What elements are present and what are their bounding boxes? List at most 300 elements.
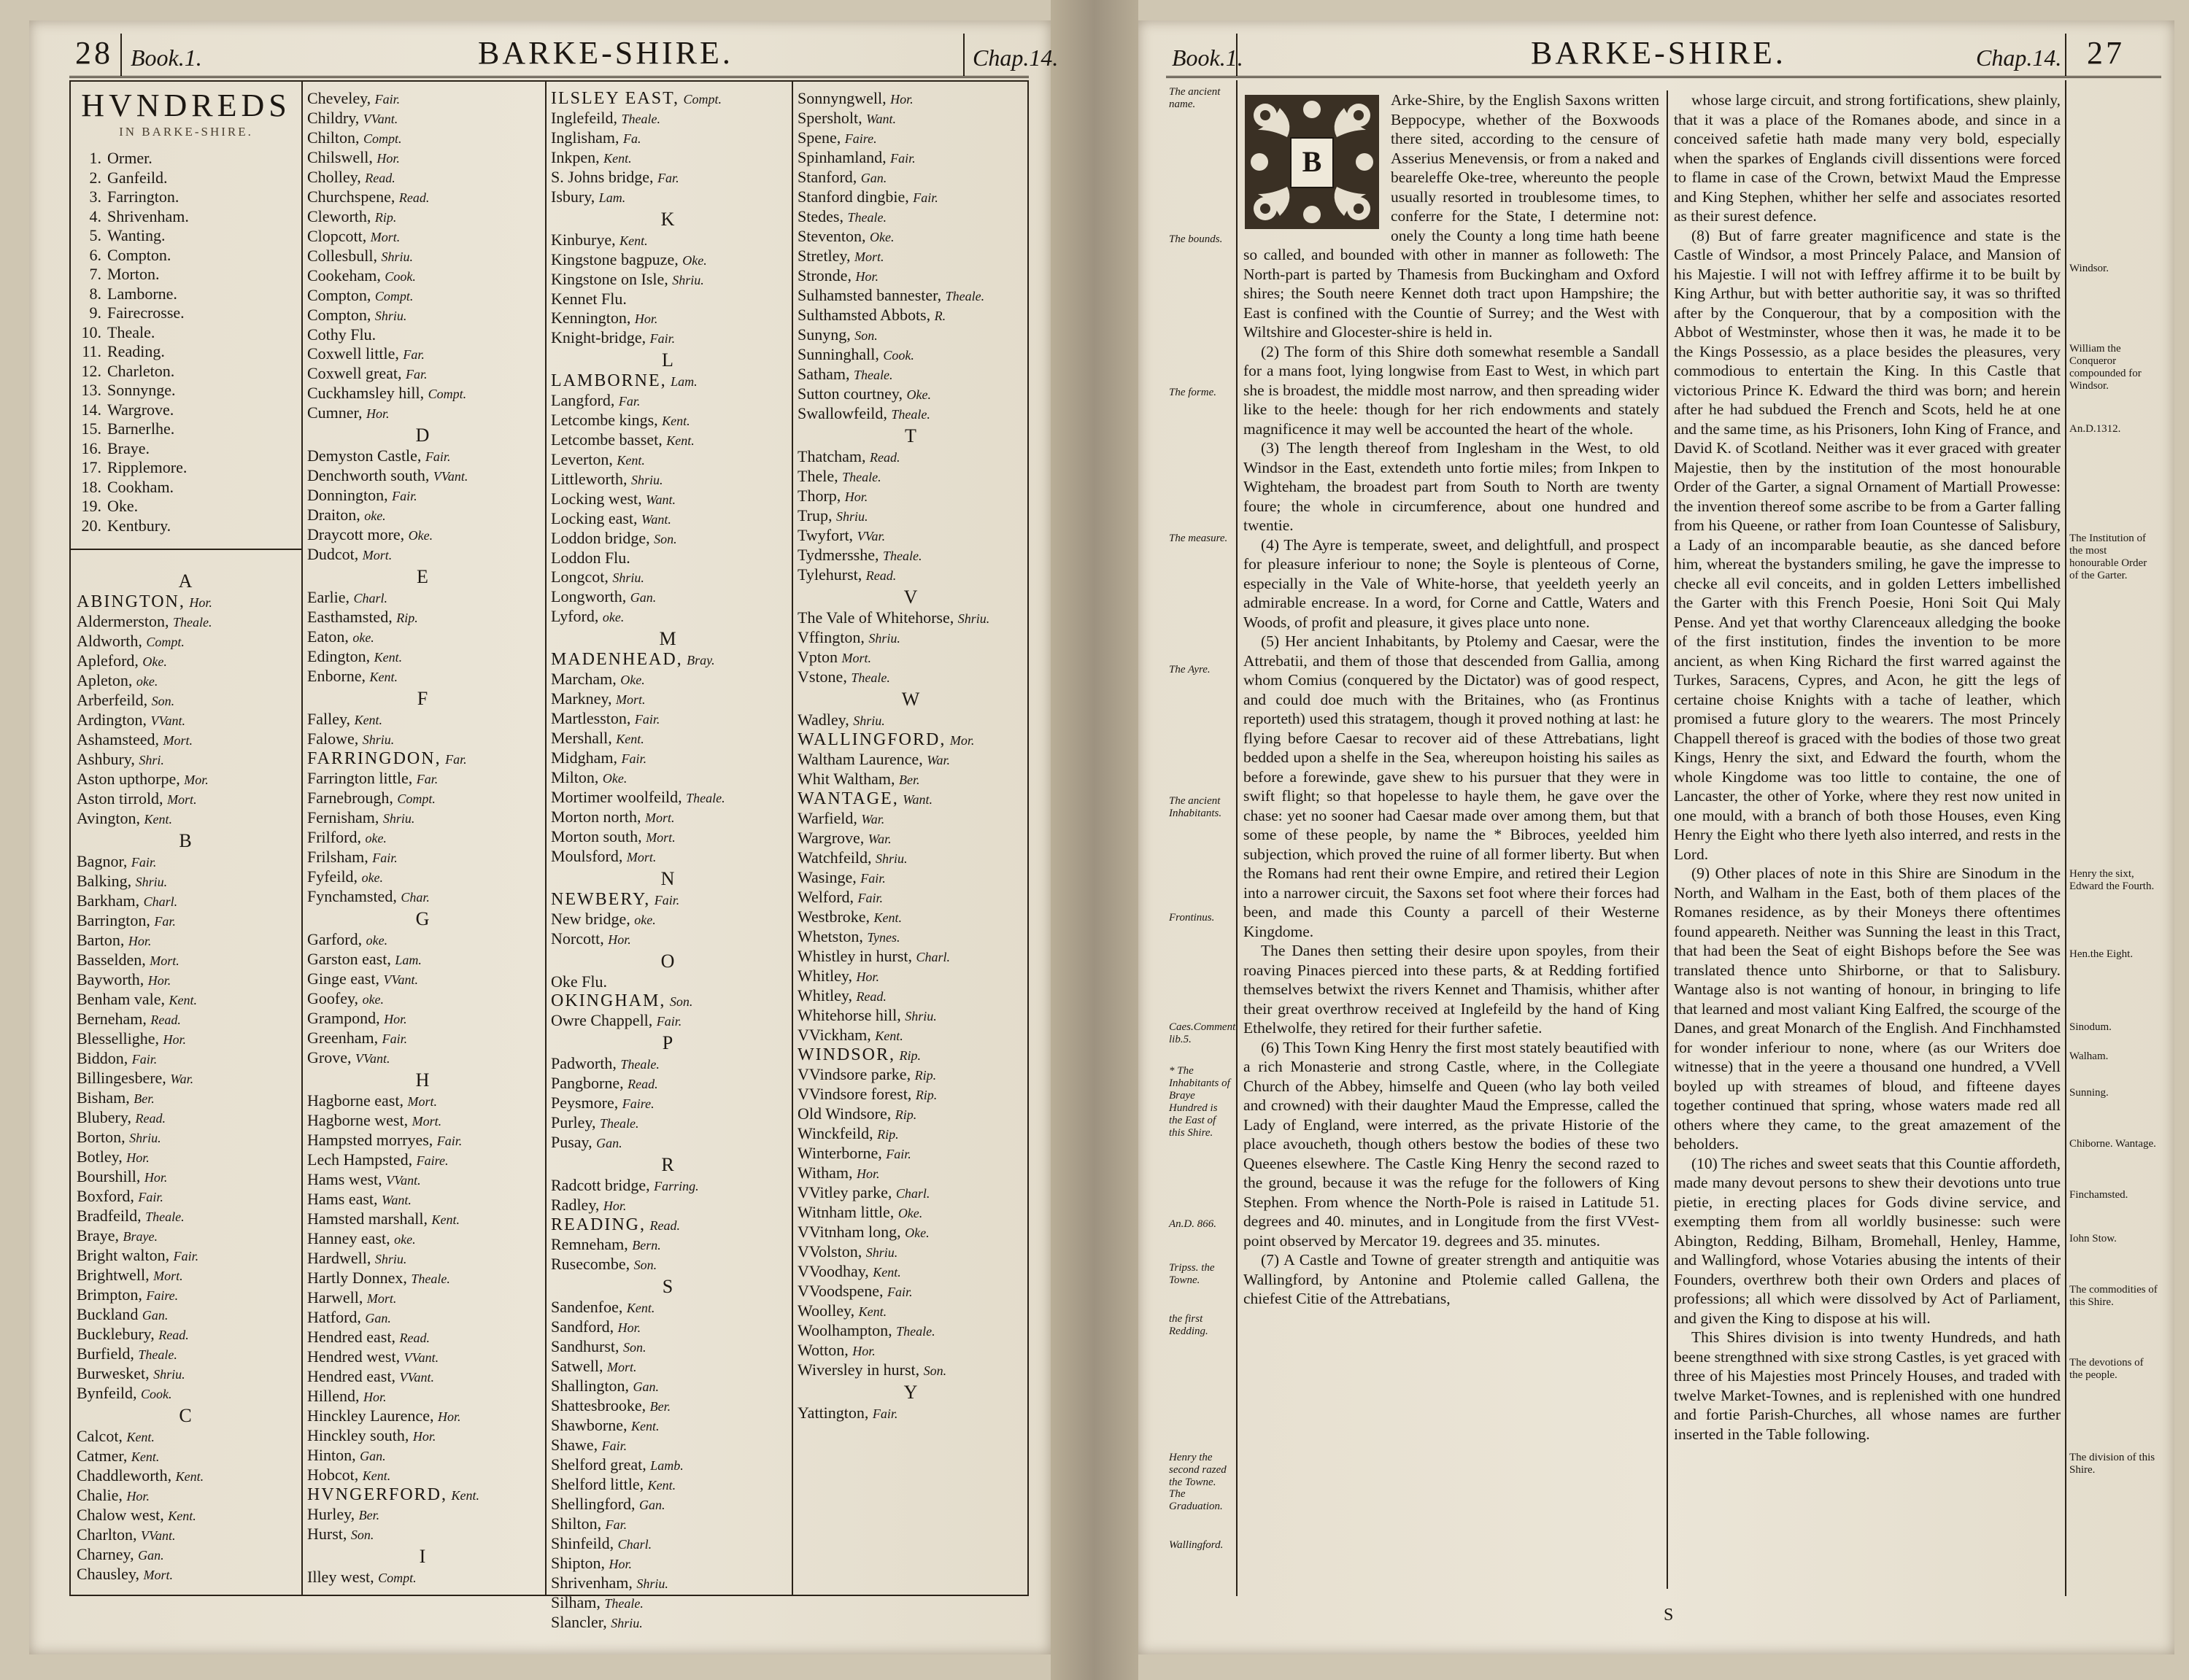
place-name: Shilton,	[551, 1514, 602, 1533]
hundred-abbreviation: Shriu.	[905, 1009, 937, 1023]
place-name: Purley,	[551, 1113, 596, 1131]
hundred-abbreviation: Far.	[416, 772, 439, 786]
place-name: VVindsore forest,	[798, 1085, 912, 1103]
index-entry	[551, 748, 786, 768]
place-name: Demyston Castle,	[307, 446, 422, 465]
place-name: Morton south,	[551, 827, 642, 845]
place-name: Sonnyngwell,	[798, 89, 887, 107]
index-letter-heading: B	[179, 830, 193, 851]
place-name: Woolhampton,	[798, 1321, 892, 1339]
hundred-item	[77, 284, 296, 304]
place-name: Kinburye,	[551, 231, 616, 249]
index-entry	[551, 650, 786, 670]
place-name: Shawborne,	[551, 1416, 628, 1434]
hundred-abbreviation: Theale.	[620, 1057, 660, 1072]
index-entry	[798, 1183, 1025, 1203]
index-entry	[77, 750, 296, 770]
hundred-abbreviation: Kent.	[451, 1488, 480, 1503]
index-entry	[551, 788, 786, 808]
margin-note: the first Redding.	[1169, 1313, 1208, 1337]
hundred-abbreviation: Mor.	[949, 733, 975, 748]
place-name: Hinckley Laurence,	[307, 1406, 434, 1425]
index-entry	[551, 1215, 786, 1235]
index-letter-heading: L	[662, 349, 675, 371]
hundred-abbreviation: Theale.	[891, 407, 930, 422]
place-name: Witnham little,	[798, 1203, 895, 1221]
hundred-item	[77, 381, 296, 400]
hundred-abbreviation: Kent.	[144, 812, 172, 827]
index-entry	[551, 890, 786, 910]
hundred-number: 6.	[89, 245, 101, 264]
hundred-abbreviation: Hor.	[126, 1489, 150, 1503]
place-name: Illey west,	[307, 1568, 374, 1586]
place-name: Bagnor,	[77, 852, 128, 870]
index-entry	[798, 907, 1025, 927]
place-name: Langford,	[551, 391, 615, 409]
hundreds-list	[77, 149, 296, 535]
place-name: Fynchamsted,	[307, 887, 397, 905]
place-name: Wasinge,	[798, 868, 857, 886]
hundred-number: 20.	[81, 516, 101, 535]
hundred-abbreviation: Hor.	[890, 92, 914, 107]
hundred-abbreviation: Fair.	[860, 871, 886, 886]
hundred-abbreviation: Gan.	[365, 1311, 391, 1325]
body-paragraph: (6) This Town King Henry the first most stately beautified with a rich Monasterie and strong Castle, where, in the Collegiate Church of the Abbey, himselfe and Queen (who lay both veiled and crowned) with their daughter Maud the Empresse, called the Lady of England, were interred, as the private Historie of the place avoucheth, though others bestow the bodies of these two Queenes elsewhere. The Castle King Henry the second razed to the ground, because it was the refuge for the followers of King Stephen. From whence the North-Pole is raised in Latitude 51. degrees and 40. minutes, and in Longitude from the first VVest-point observed by Mercator 19. degrees and 35. minutes.	[1243, 1038, 1659, 1250]
place-name: Burfield,	[77, 1344, 134, 1363]
hundred-abbreviation: Lam.	[395, 953, 422, 967]
hundred-abbreviation: Fair.	[654, 893, 680, 907]
index-entry	[77, 891, 296, 911]
hundred-item	[77, 226, 296, 246]
place-name: Radley,	[551, 1196, 600, 1214]
place-name: Barkham,	[77, 891, 140, 910]
place-name: Padworth,	[551, 1054, 617, 1072]
hundred-abbreviation: Hor.	[377, 151, 400, 166]
market-town-name: WALLINGFORD,	[798, 730, 946, 749]
place-name: Spinhamland,	[798, 148, 887, 166]
margin-note: The Institution of the most honourable Order of the Garter.	[2069, 533, 2147, 581]
index-entry	[307, 1466, 539, 1485]
place-name: Milton,	[551, 768, 599, 786]
place-name: Hurst,	[307, 1525, 347, 1543]
index-entry	[307, 247, 539, 266]
place-name: Hillend,	[307, 1387, 360, 1405]
hundred-abbreviation: oke.	[362, 992, 385, 1007]
place-name: Cholley,	[307, 168, 361, 186]
index-entry	[551, 689, 786, 709]
place-name: Hartly Donnex,	[307, 1269, 407, 1287]
place-name: Coxwell great,	[307, 364, 402, 382]
margin-note: Finchamsted.	[2069, 1189, 2128, 1201]
place-name: Chaddleworth,	[77, 1466, 172, 1484]
index-entry	[551, 1235, 786, 1255]
hundred-abbreviation: Hor.	[857, 1166, 880, 1181]
hundred-abbreviation: Kent.	[369, 670, 398, 684]
hundred-name: Shrivenham.	[107, 206, 189, 225]
place-name: Basselden,	[77, 951, 146, 969]
index-entry	[798, 1282, 1025, 1301]
hundred-abbreviation: Want.	[903, 792, 933, 807]
index-entry	[307, 627, 539, 647]
place-name: Buckland	[77, 1305, 139, 1323]
left-page	[29, 20, 1059, 1654]
index-entry	[798, 628, 1025, 648]
hundred-abbreviation: Kent.	[374, 650, 403, 665]
place-name: Aldworth,	[77, 632, 142, 650]
hundred-abbreviation: Gan.	[360, 1449, 386, 1463]
place-name: Yattington,	[798, 1404, 869, 1422]
index-list-s-y	[798, 89, 1025, 1423]
hundred-abbreviation: Bern.	[632, 1238, 661, 1253]
hundred-abbreviation: War.	[927, 753, 951, 767]
margin-note: Caes.Comment. lib.5.	[1169, 1021, 1238, 1045]
hundred-abbreviation: Hor.	[855, 269, 879, 284]
index-letter-heading: G	[415, 908, 431, 929]
index-col-4	[798, 89, 1025, 1587]
hundred-abbreviation: Gan.	[860, 171, 887, 185]
hundred-abbreviation: Gan.	[633, 1379, 659, 1394]
place-name: Longcot,	[551, 568, 609, 586]
index-entry	[551, 290, 786, 309]
place-name: Old Windsore,	[798, 1104, 892, 1123]
index-entry	[551, 910, 786, 929]
place-name: Hendred west,	[307, 1347, 401, 1366]
hundred-item	[77, 419, 296, 439]
hundred-abbreviation: Lam.	[598, 190, 626, 205]
index-entry	[551, 231, 786, 250]
index-entry	[798, 207, 1025, 227]
place-name: Swallowfeild,	[798, 404, 887, 422]
index-entry	[307, 729, 539, 749]
left-chapter-label: Chap.14.	[973, 44, 1059, 71]
hundred-abbreviation: Read.	[158, 1328, 189, 1342]
hundred-abbreviation: Hor.	[852, 1344, 876, 1358]
place-name: Shawe,	[551, 1436, 598, 1454]
place-name: Whit Waltham,	[798, 770, 895, 788]
place-name: Shellingford,	[551, 1495, 636, 1513]
index-entry	[551, 827, 786, 847]
body-paragraph: The Danes then setting their desire upon spoyles, from their roaving Pinaces pierced into these parts, & at Redding fortified themselves betwixt the rivers Kennet and Thamisis, whither after their great overthrow received at Inglefeild by the hand of King Ethelwolfe, they retired for their further safetie.	[1243, 942, 1659, 1037]
index-entry	[551, 1298, 786, 1317]
place-name: Ardington,	[77, 711, 147, 729]
place-name: Dudcot,	[307, 545, 359, 563]
hundred-abbreviation: Fair.	[392, 489, 417, 503]
right-page	[1138, 20, 2174, 1654]
index-entry	[307, 608, 539, 627]
hundred-abbreviation: Compt.	[378, 1571, 417, 1585]
hundred-abbreviation: Fair.	[872, 1406, 898, 1421]
place-name: Charney,	[77, 1545, 134, 1563]
index-entry	[307, 525, 539, 545]
market-town-name: NEWBERY,	[551, 890, 651, 909]
index-entry	[798, 770, 1025, 789]
place-name: Shelford little,	[551, 1475, 644, 1493]
index-entry	[798, 384, 1025, 404]
hundred-abbreviation: Far.	[154, 914, 176, 929]
index-entry	[307, 1131, 539, 1150]
hundred-abbreviation: Shriu.	[374, 309, 407, 323]
index-entry	[307, 89, 539, 109]
place-name: Norcott,	[551, 929, 604, 948]
place-name: Inkpen,	[551, 148, 600, 166]
place-name: VVitley parke,	[798, 1183, 892, 1201]
place-name: Benham vale,	[77, 990, 165, 1008]
hundred-abbreviation: Son.	[854, 328, 878, 343]
place-name: Donnington,	[307, 486, 388, 504]
place-name: Shattesbrooke,	[551, 1396, 646, 1414]
margin-note: Hen.the Eight.	[2069, 948, 2134, 960]
place-name: VVitnham long,	[798, 1223, 901, 1241]
index-entry	[307, 1091, 539, 1111]
hundred-name: Charleton.	[107, 361, 175, 380]
index-entry	[77, 1344, 296, 1364]
hundred-abbreviation: Shriu.	[630, 473, 663, 487]
index-entry	[307, 1446, 539, 1466]
index-entry	[551, 309, 786, 328]
index-letter-heading: K	[660, 209, 676, 230]
place-name: Sunyng,	[798, 325, 851, 344]
place-name: Fernisham,	[307, 808, 379, 827]
margin-note: * The Inhabitants of Braye Hundred is the East of this Shire.	[1169, 1065, 1230, 1139]
place-name: VVoodhay,	[798, 1262, 869, 1280]
hundred-abbreviation: Kent.	[858, 1304, 887, 1319]
hundred-number: 11.	[82, 342, 101, 360]
index-entry	[307, 769, 539, 789]
hundred-abbreviation: Theale.	[842, 470, 881, 484]
place-name: Letcombe kings,	[551, 411, 658, 429]
place-name: Midgham,	[551, 748, 618, 767]
place-name: Braye,	[77, 1226, 120, 1244]
hundred-item	[77, 400, 296, 420]
hundred-abbreviation: Kent.	[875, 1029, 903, 1043]
index-entry	[551, 1573, 786, 1593]
place-name: Locking west,	[551, 489, 642, 508]
hundred-abbreviation: Shriu.	[382, 811, 415, 826]
index-letter-heading: A	[178, 570, 194, 592]
hundred-abbreviation: Son.	[633, 1258, 657, 1272]
column-2-paragraphs	[1674, 90, 2061, 1444]
hundred-abbreviation: Mort.	[607, 1360, 637, 1374]
margin-note: Windsor.	[2069, 263, 2109, 274]
hundred-item	[77, 458, 296, 478]
index-entry	[551, 1093, 786, 1113]
place-name: Markney,	[551, 689, 612, 708]
hundred-name: Barnerlhe.	[107, 419, 175, 438]
ornamental-drop-cap	[1243, 93, 1381, 231]
index-entry	[77, 1187, 296, 1207]
index-entry	[307, 109, 539, 128]
hundred-abbreviation: Fair.	[634, 712, 660, 727]
index-entry	[307, 403, 539, 423]
index-entry	[551, 991, 786, 1011]
hundred-abbreviation: Compt.	[363, 131, 402, 146]
index-entry	[77, 730, 296, 750]
hundred-abbreviation: Mort.	[626, 850, 657, 864]
place-name: Barton,	[77, 931, 125, 949]
index-entry	[307, 506, 539, 525]
index-entry	[77, 711, 296, 730]
place-name: Isbury,	[551, 187, 595, 206]
hundred-abbreviation: Kent.	[626, 1301, 655, 1315]
index-entry	[798, 868, 1025, 888]
book-gutter	[1051, 0, 1138, 1680]
index-list-a-c	[77, 572, 296, 1584]
index-entry	[307, 1111, 539, 1131]
place-name: Chilswell,	[307, 148, 373, 166]
body-paragraph: (3) The length thereof from Inglesham in the West, to old Windsor in the East, extendeth unto fortie miles; from Inkpen to Wighteham, the broadest part from South to North are twenty foure; the whole in circumference, about one hundred and twentie.	[1243, 439, 1659, 534]
hundred-abbreviation: Mort.	[143, 1568, 173, 1582]
index-entry	[77, 1226, 296, 1246]
place-name: Longworth,	[551, 587, 627, 605]
market-town-name: WANTAGE,	[798, 789, 899, 808]
place-name: Greenham,	[307, 1029, 379, 1047]
market-town-name: FARRINGDON,	[307, 749, 441, 768]
hundred-abbreviation: Mort.	[153, 1269, 183, 1283]
place-name: Fyfeild,	[307, 867, 358, 886]
index-entry	[77, 1466, 296, 1486]
place-name: Hardwell,	[307, 1249, 371, 1267]
index-entry	[307, 848, 539, 867]
margin-note: William the Conqueror compounded for Windsor.	[2069, 343, 2142, 392]
index-entry	[798, 1301, 1025, 1321]
place-name: Stronde,	[798, 266, 852, 284]
place-name: Tylehurst,	[798, 565, 862, 584]
hundred-abbreviation: Shriu.	[362, 732, 395, 747]
index-entry	[307, 1288, 539, 1308]
hundred-abbreviation: VVant.	[150, 713, 185, 728]
place-name: Radcott bridge,	[551, 1176, 650, 1194]
hundred-abbreviation: Hor.	[608, 932, 631, 947]
index-entry	[798, 487, 1025, 506]
index-entry	[77, 1167, 296, 1187]
index-entry	[798, 1341, 1025, 1360]
place-name: Biddon,	[77, 1049, 128, 1067]
hundred-abbreviation: Fair.	[601, 1439, 628, 1453]
hundred-abbreviation: Far.	[605, 1517, 628, 1532]
hundred-abbreviation: Kent.	[617, 453, 645, 468]
hundred-abbreviation: Oke.	[897, 1206, 923, 1220]
place-name: Peysmore,	[551, 1093, 619, 1112]
margin-note: Sunning.	[2069, 1087, 2109, 1099]
market-town-name: READING,	[551, 1215, 646, 1234]
hundred-abbreviation: Theale.	[851, 670, 890, 685]
place-name: Ginge east,	[307, 969, 379, 988]
index-entry	[551, 1475, 786, 1495]
place-name: Hanney east,	[307, 1229, 390, 1247]
place-name: Winterborne,	[798, 1144, 882, 1162]
place-name: Brimpton,	[77, 1285, 142, 1304]
place-name: Kennington,	[551, 309, 631, 327]
hundred-abbreviation: Kent.	[616, 732, 644, 746]
hundred-abbreviation: Theale.	[172, 615, 212, 630]
place-name: Ashamsteed,	[77, 730, 160, 748]
index-entry	[551, 1074, 786, 1093]
body-paragraph: whose large circuit, and strong fortifications, shew plainly, that it was a place of the Romanes abode, and since in a conceived safetie hath made many very bold, especially when the sparkes of Englands civill dissentions were forced to flame in case of the Crown, betwixt Maud the Empresse and King Stephen, whither her selfe and associates resorted as their surest defence.	[1674, 91, 2061, 225]
hundred-number: 18.	[81, 477, 101, 496]
index-entry	[551, 607, 786, 627]
hundred-abbreviation: Mort.	[854, 249, 884, 264]
index-entry	[798, 1242, 1025, 1262]
index-entry	[77, 1565, 296, 1584]
hundred-number: 4.	[89, 206, 101, 225]
hundred-abbreviation: Shri.	[139, 753, 164, 767]
place-name: Vstone,	[798, 667, 847, 686]
hundred-abbreviation: Charl.	[916, 950, 951, 964]
index-entry	[307, 486, 539, 506]
hundred-abbreviation: Theale.	[145, 1209, 185, 1224]
index-col-1	[77, 89, 296, 1587]
hundred-abbreviation: Fair.	[425, 449, 451, 464]
index-entry	[307, 306, 539, 325]
hundreds-title: HVNDREDS	[81, 88, 291, 123]
index-entry	[307, 128, 539, 148]
hundred-abbreviation: Compt.	[428, 387, 467, 401]
place-name: Cookeham,	[307, 266, 381, 284]
hundred-abbreviation: Cook.	[385, 269, 416, 284]
index-entry	[798, 1124, 1025, 1144]
index-entry	[551, 1011, 786, 1031]
place-name: VVoodspene,	[798, 1282, 884, 1300]
index-entry	[307, 1308, 539, 1328]
hundred-abbreviation: Shriu.	[129, 1131, 161, 1145]
place-name: Bourshill,	[77, 1167, 141, 1185]
hundred-name: Wanting.	[107, 226, 166, 244]
index-entry	[798, 667, 1025, 687]
hundred-abbreviation: Son.	[151, 694, 175, 708]
place-name: Pusay,	[551, 1133, 592, 1151]
margin-note: The bounds.	[1169, 233, 1223, 245]
margin-note: The ancient name.	[1169, 86, 1221, 110]
hundred-abbreviation: Theale.	[896, 1324, 935, 1339]
place-name: Collesbull,	[307, 247, 377, 265]
hundred-abbreviation: Kent.	[873, 910, 903, 925]
place-name: Bynfeild,	[77, 1384, 137, 1402]
margin-note: The ancient Inhabitants.	[1169, 795, 1222, 819]
index-entry	[307, 710, 539, 729]
hundred-abbreviation: VVar.	[857, 529, 886, 543]
hundred-abbreviation: Cook.	[883, 348, 914, 363]
index-entry	[798, 1360, 1025, 1380]
place-name: Frilsham,	[307, 848, 368, 866]
place-name: Witham,	[798, 1164, 853, 1182]
hundred-abbreviation: Oke.	[620, 673, 645, 687]
index-entry	[307, 1426, 539, 1446]
index-entry	[551, 470, 786, 489]
place-name: Spene,	[798, 128, 841, 147]
text-column-2	[1674, 90, 2061, 1589]
hundred-name: Ormer.	[107, 149, 153, 167]
index-entry	[551, 568, 786, 587]
place-name: Shinfeild,	[551, 1534, 614, 1552]
index-entry	[307, 1048, 539, 1068]
hundred-name: Compton.	[107, 245, 171, 264]
hundred-abbreviation: Read.	[398, 190, 430, 205]
index-entry	[307, 207, 539, 227]
index-entry	[551, 148, 786, 168]
index-entry	[551, 1534, 786, 1554]
place-name: Whitley,	[798, 986, 852, 1004]
index-entry	[798, 927, 1025, 947]
index-entry	[77, 1305, 296, 1325]
place-name: Marcham,	[551, 670, 617, 688]
hundred-name: Morton.	[107, 265, 160, 283]
hundred-abbreviation: Hor.	[147, 973, 171, 988]
index-entry	[551, 1613, 786, 1633]
index-entry	[77, 1447, 296, 1466]
hundred-abbreviation: R.	[934, 309, 946, 323]
hundred-abbreviation: Mort.	[407, 1094, 437, 1109]
place-name: Boxford,	[77, 1187, 134, 1205]
